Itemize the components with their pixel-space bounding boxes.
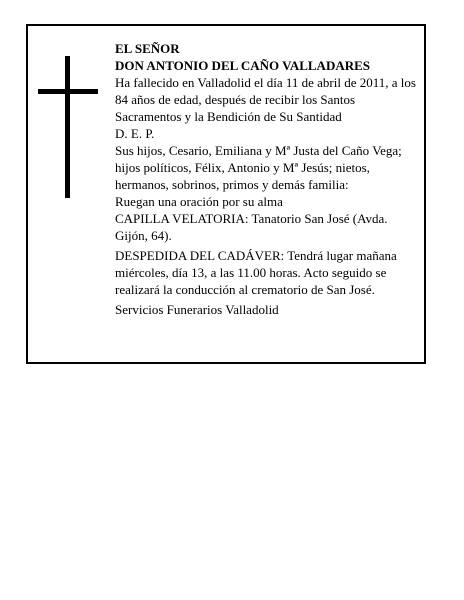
prayer-request: Ruegan una oración por su alma [115, 194, 283, 209]
cross-vertical-bar [65, 56, 70, 198]
obituary-text [115, 40, 420, 318]
death-announcement: Ha fallecido en Valladolid el día 11 de abril de 2011, a los 84 años de edad, después de recibir los Santos Sacramentos y la Bendición de Su Santidad [115, 75, 416, 124]
wake-chapel: CAPILLA VELATORIA: Tanatorio San José (Avda. Gijón, 64). [115, 211, 388, 243]
deceased-title: EL SEÑOR [115, 41, 180, 56]
rest-in-peace: D. E. P. [115, 126, 155, 141]
deceased-name: DON ANTONIO DEL CAÑO VALLADARES [115, 58, 371, 73]
funeral-farewell: DESPEDIDA DEL CADÁVER: Tendrá lugar mañana miércoles, día 13, a las 11.00 horas. Acto seguido se realizará la conducción al crematorio de San José. [115, 248, 397, 297]
obituary-notice [26, 24, 426, 364]
funeral-services: Servicios Funerarios Valladolid [115, 302, 279, 317]
latin-cross-icon [38, 56, 98, 198]
cross-horizontal-bar [38, 89, 98, 94]
family-members: Sus hijos, Cesario, Emiliana y Mª Justa del Caño Vega; hijos políticos, Félix, Antonio y Mª Jesús; nietos, hermanos, sobrinos, primos y demás familia: [115, 143, 402, 192]
